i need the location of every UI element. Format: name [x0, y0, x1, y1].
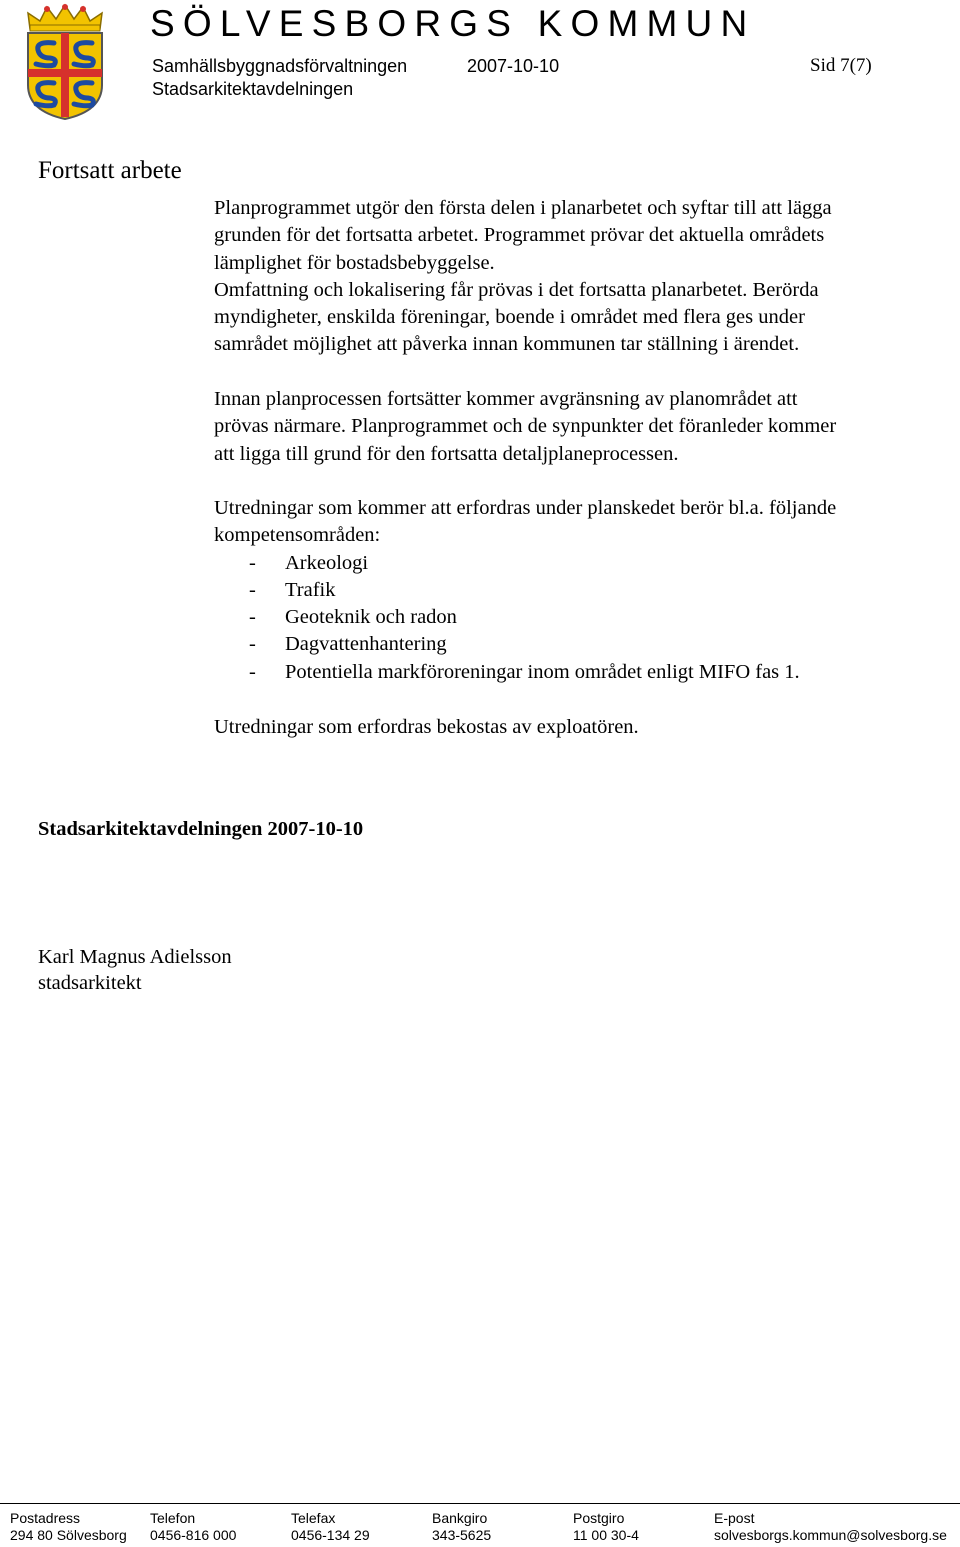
- footer-value-telefon: 0456-816 000: [150, 1527, 237, 1543]
- paragraph-4: [214, 714, 944, 741]
- text-line: grunden för det fortsatta arbetet. Programmet prövar det aktuella områdets: [214, 224, 825, 247]
- footer-label-bankgiro: Bankgiro: [432, 1510, 488, 1526]
- document-date: 2007-10-10: [467, 56, 560, 76]
- municipality-crest-logo: [22, 3, 108, 121]
- text-line: Utredningar som erfordras bekostas av exploatören.: [214, 716, 639, 738]
- section-title: Fortsatt arbete: [38, 157, 182, 184]
- footer-label-telefon: Telefon: [150, 1510, 196, 1526]
- footer-label-postgiro: Postgiro: [573, 1510, 625, 1526]
- footer-value-epost[interactable]: solvesborgs.kommun@solvesborg.se: [714, 1527, 947, 1543]
- text-line: att ligga till grund för den fortsatta detaljplaneprocessen.: [214, 442, 679, 465]
- page-number: Sid 7(7): [810, 55, 872, 76]
- text-line: lämplighet för bostadsbebyggelse.: [214, 251, 495, 274]
- list-item: [214, 577, 944, 604]
- footer-label-telefax: Telefax: [291, 1510, 336, 1526]
- text-line: samrådet möjlighet att påverka innan kommunen tar ställning i ärendet.: [214, 333, 800, 356]
- signature-dated: Stadsarkitektavdelningen 2007-10-10: [38, 818, 364, 840]
- department-name: Samhällsbyggnadsförvaltningen: [152, 56, 408, 76]
- list-item: [214, 659, 944, 686]
- text-line: prövas närmare. Planprogrammet och de synpunkter det föranleder kommer: [214, 415, 837, 438]
- subdepartment-name: Stadsarkitektavdelningen: [152, 79, 354, 99]
- list-dash: -: [249, 606, 256, 629]
- list-dash: -: [249, 660, 256, 683]
- list-item-text: Potentiella markföroreningar inom området enligt MIFO fas 1.: [285, 660, 800, 683]
- footer-label-epost: E-post: [714, 1510, 755, 1526]
- footer-value-postadress: 294 80 Sölvesborg: [10, 1527, 127, 1543]
- list-item-text: Arkeologi: [285, 551, 369, 574]
- footer-value-bankgiro: 343-5625: [432, 1527, 492, 1543]
- list-item: [214, 604, 944, 631]
- text-line: Innan planprocessen fortsätter kommer avgränsning av planområdet att: [214, 388, 798, 410]
- list-dash: -: [249, 578, 256, 601]
- text-line: Planprogrammet utgör den första delen i planarbetet och syftar till att lägga: [214, 197, 832, 219]
- paragraph-2: [214, 386, 944, 468]
- list-item-text: Trafik: [285, 578, 336, 601]
- signature-title: stadsarkitekt: [38, 972, 142, 994]
- signature-name: Karl Magnus Adielsson: [38, 946, 232, 968]
- paragraph-1: [214, 195, 944, 359]
- footer-value-telefax: 0456-134 29: [291, 1527, 370, 1543]
- text-line: myndigheter, enskilda föreningar, boende i området med flera ges under: [214, 306, 805, 329]
- list-item: [214, 550, 944, 577]
- footer-label-postadress: Postadress: [10, 1510, 81, 1526]
- list-dash: -: [249, 551, 256, 574]
- footer-value-postgiro: 11 00 30-4: [573, 1527, 639, 1543]
- text-line: Omfattning och lokalisering får prövas i det fortsatta planarbetet. Berörda: [214, 278, 819, 301]
- footer-divider: [0, 1503, 960, 1504]
- municipality-name: SÖLVESBORGS KOMMUN: [150, 3, 756, 44]
- competence-list: [214, 550, 944, 686]
- text-line: kompetensområden:: [214, 524, 381, 547]
- text-line: Utredningar som kommer att erfordras under planskedet berör bl.a. följande: [214, 497, 837, 519]
- list-item: [214, 631, 944, 658]
- list-dash: -: [249, 633, 256, 656]
- paragraph-3: [214, 495, 944, 686]
- list-item-text: Geoteknik och radon: [285, 606, 457, 629]
- list-item-text: Dagvattenhantering: [285, 633, 447, 656]
